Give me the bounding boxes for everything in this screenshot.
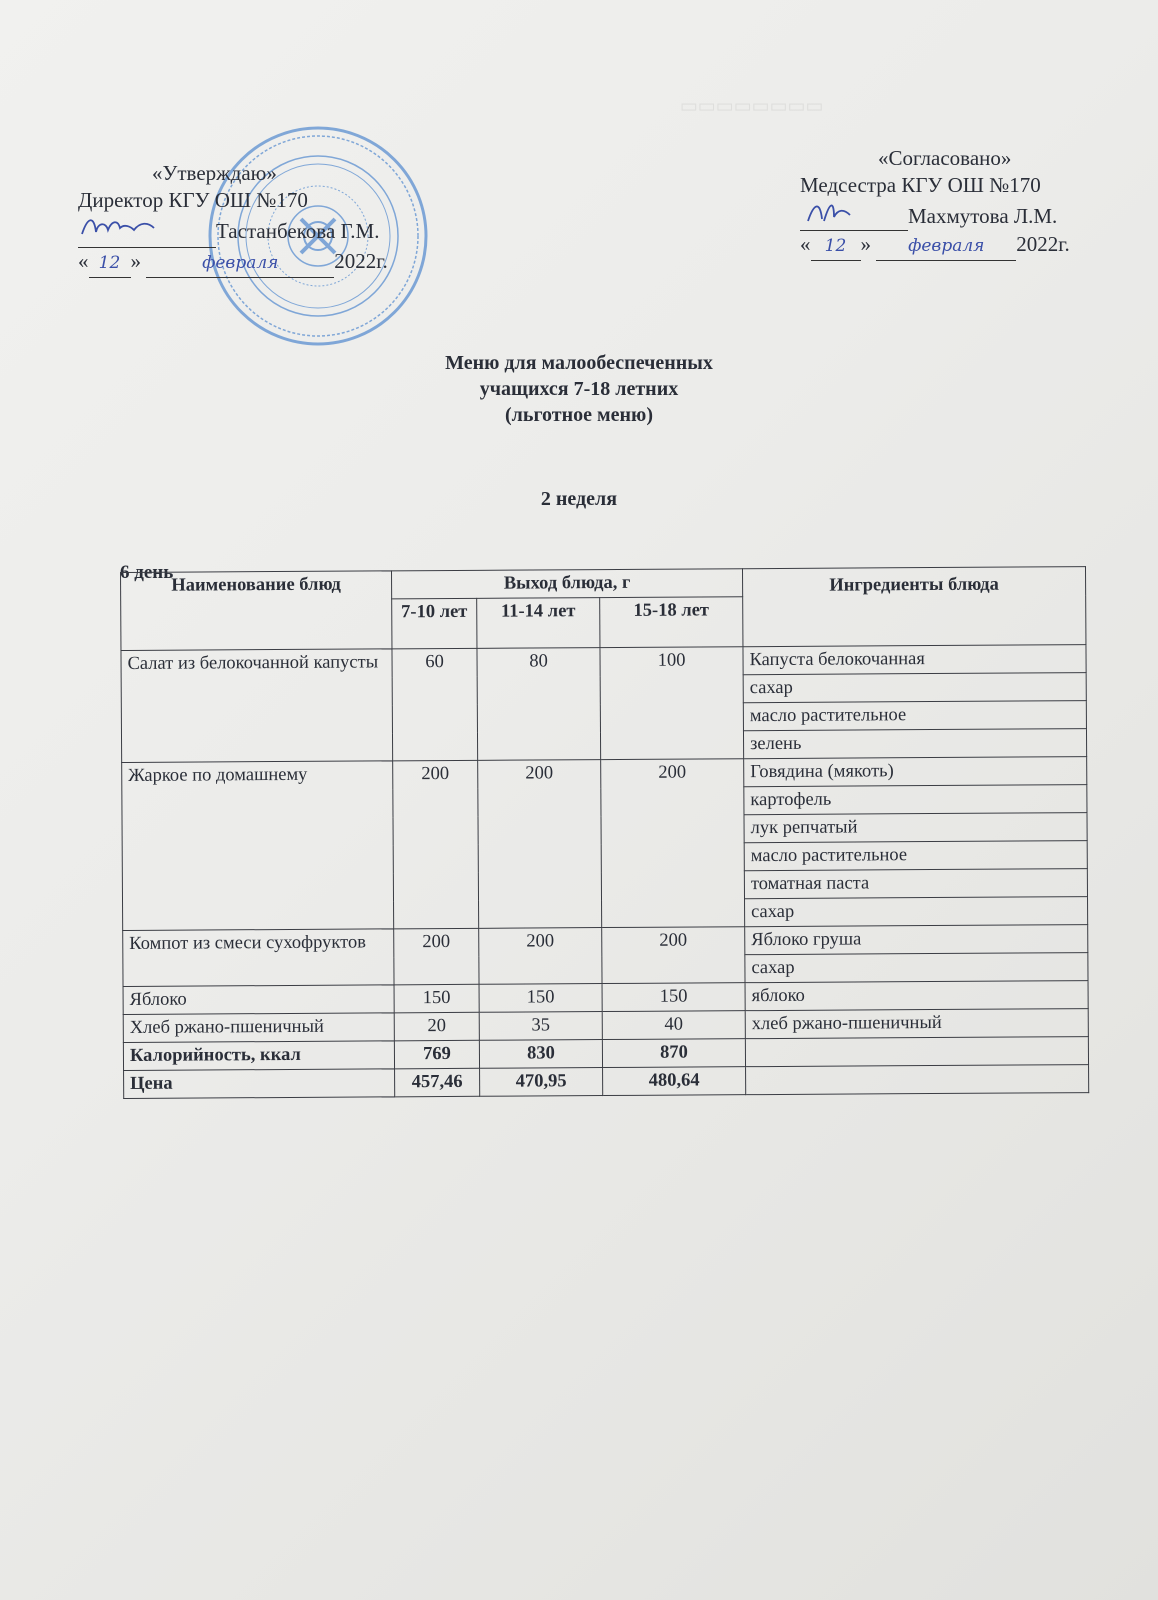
header-dish: Наименование блюд — [121, 571, 392, 651]
dish-output-7-10: 20 — [394, 1012, 479, 1041]
ingredient: хлеб ржано-пшеничный — [745, 1009, 1088, 1039]
dish-output-11-14: 150 — [479, 984, 602, 1013]
director-name: Тастанбекова Г.М. — [216, 219, 380, 243]
price-empty — [746, 1065, 1089, 1095]
signature-image — [800, 199, 908, 231]
director-signature — [78, 214, 158, 238]
ingredient: яблоко — [745, 981, 1088, 1011]
ingredient: зелень — [743, 729, 1086, 759]
dish-output-7-10: 200 — [394, 928, 479, 985]
nurse-signature — [800, 199, 860, 223]
day-label: 6 день — [120, 562, 174, 583]
header-age-7-10: 7-10 лет — [392, 598, 477, 649]
ingredient: масло растительное — [744, 841, 1087, 871]
title-line-2: учащихся 7-18 летних — [479, 378, 679, 400]
nurse-name: Махмутова Л.М. — [908, 204, 1058, 228]
ingredient: Капуста белокочанная — [743, 645, 1086, 675]
approval-position: Директор КГУ ОШ №170 — [78, 188, 308, 212]
price-label: Цена — [124, 1069, 395, 1099]
agreement-heading: «Согласовано» — [878, 146, 1012, 170]
ingredient: масло растительное — [743, 701, 1086, 731]
dish-output-11-14: 35 — [479, 1012, 602, 1041]
title-line-3: (льготное меню) — [505, 404, 653, 426]
dish-name: Компот из смеси сухофруктов — [123, 929, 394, 987]
approval-heading: «Утверждаю» — [152, 161, 277, 185]
dish-output-11-14: 200 — [479, 928, 602, 985]
header-age-15-18: 15-18 лет — [600, 597, 743, 648]
quote-open: « — [800, 232, 811, 256]
dish-rows — [121, 645, 1088, 1043]
quote-close: » — [130, 249, 141, 273]
ingredient: Яблоко груша — [745, 925, 1088, 955]
approval-block — [78, 160, 388, 278]
calories-11-14: 830 — [479, 1040, 602, 1069]
ingredient: картофель — [744, 785, 1087, 815]
signature-image — [78, 214, 216, 248]
price-7-10: 457,46 — [395, 1068, 480, 1097]
ingredient: сахар — [745, 897, 1088, 927]
bleed-through: ▭▭▭▭▭▭▭▭ — [680, 96, 824, 117]
menu-table — [120, 566, 1089, 1099]
ingredient: сахар — [745, 953, 1088, 983]
dish-output-7-10: 150 — [394, 984, 479, 1013]
header-age-11-14: 11-14 лет — [477, 598, 600, 649]
dish-output-11-14: 80 — [477, 648, 601, 761]
quote-close: » — [860, 232, 871, 256]
date-day: 12 — [89, 250, 131, 278]
agreement-signature-line — [800, 199, 1070, 231]
price-15-18: 480,64 — [603, 1067, 746, 1096]
agreement-block — [800, 145, 1070, 261]
dish-output-15-18: 150 — [602, 983, 745, 1012]
date-month: февраля — [876, 233, 1016, 261]
agreement-position: Медсестра КГУ ОШ №170 — [800, 173, 1041, 197]
dish-output-15-18: 100 — [600, 647, 744, 760]
dish-output-7-10: 200 — [393, 760, 479, 929]
dish-output-7-10: 60 — [392, 648, 478, 761]
price-row — [124, 1065, 1089, 1099]
dish-output-11-14: 200 — [478, 760, 602, 929]
date-day: 12 — [811, 233, 861, 261]
calories-7-10: 769 — [394, 1040, 479, 1069]
approval-date — [78, 248, 388, 278]
calories-15-18: 870 — [602, 1039, 745, 1068]
title-line-1: Меню для малообеспеченных — [445, 352, 713, 374]
dish-output-15-18: 200 — [601, 759, 745, 928]
dish-name: Хлеб ржано-пшеничный — [123, 1013, 394, 1043]
ingredient: лук репчатый — [744, 813, 1087, 843]
week-label: 2 неделя — [540, 488, 618, 510]
dish-output-15-18: 200 — [602, 927, 745, 984]
date-year: 2022г. — [1016, 232, 1070, 256]
agreement-date — [800, 231, 1070, 261]
header-output: Выход блюда, г — [391, 569, 742, 599]
ingredient: сахар — [743, 673, 1086, 703]
dish-name: Жаркое по домашнему — [122, 761, 394, 931]
dish-name: Яблоко — [123, 985, 394, 1015]
price-11-14: 470,95 — [480, 1068, 603, 1097]
ingredient: томатная паста — [744, 869, 1087, 899]
date-year: 2022г. — [334, 249, 388, 273]
calories-empty — [745, 1037, 1088, 1067]
calories-label: Калорийность, ккал — [123, 1041, 394, 1071]
approval-signature-line — [78, 214, 388, 248]
date-month: февраля — [146, 250, 334, 278]
header-ingredients: Ингредиенты блюда — [742, 567, 1085, 647]
ingredient: Говядина (мякоть) — [744, 757, 1087, 787]
dish-output-15-18: 40 — [602, 1011, 745, 1040]
quote-open: « — [78, 249, 89, 273]
header-row — [121, 567, 1086, 601]
dish-name: Салат из белокочанной капусты — [121, 649, 393, 763]
document-title — [0, 350, 1158, 428]
